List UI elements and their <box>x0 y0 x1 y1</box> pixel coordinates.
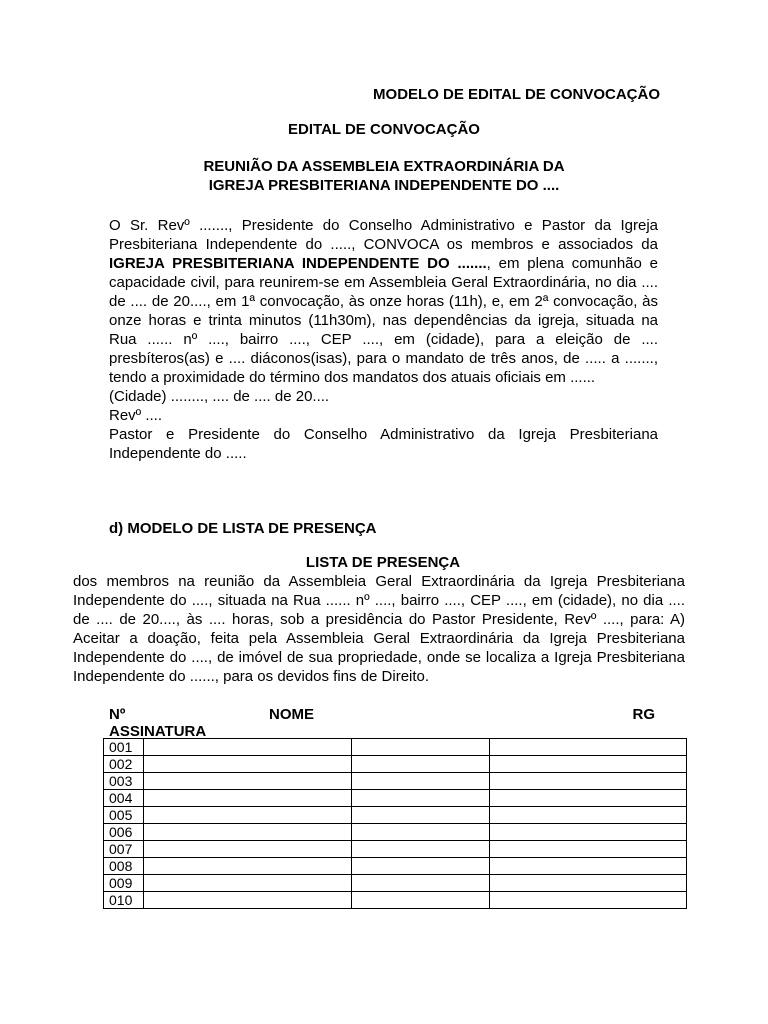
signature-line: Pastor e Presidente do Conselho Administrativo da Igreja Presbiteriana Independente do ..... <box>109 426 658 462</box>
rg-cell[interactable] <box>352 892 490 909</box>
reuniao-title-line-2: IGREJA PRESBITERIANA INDEPENDENTE DO .... <box>208 177 560 194</box>
row-number: 007 <box>104 841 144 858</box>
signature-cell[interactable] <box>490 790 687 807</box>
signature-cell[interactable] <box>490 739 687 756</box>
section-d-title: d) MODELO DE LISTA DE PRESENÇA <box>109 520 377 537</box>
name-cell[interactable] <box>144 858 352 875</box>
signature-cell[interactable] <box>490 807 687 824</box>
convocacao-text-1: O Sr. Revº ......., Presidente do Conselho Administrativo e Pastor da Igreja Presbiteriana Independente do ....., CONVOCA os membros e associados da <box>109 217 658 253</box>
signature-cell[interactable] <box>490 892 687 909</box>
rg-cell[interactable] <box>352 824 490 841</box>
row-number: 002 <box>104 756 144 773</box>
signature-cell[interactable] <box>490 875 687 892</box>
rg-cell[interactable] <box>352 739 490 756</box>
signature-cell[interactable] <box>490 756 687 773</box>
table-row <box>104 807 687 824</box>
table-row <box>104 875 687 892</box>
lista-body: dos membros na reunião da Assembleia Geral Extraordinária da Igreja Presbiteriana Independente do ...., situada na Rua ...... nº ...., bairro ...., CEP ...., em (cidade), no dia .... de .... de 20...., às .... horas, sob a presidência do Pastor Presidente, Revº ...., para: A) Aceitar a doação, feita pela Assembleia Geral Extraordinária da Igreja Presbiteriana Independente do ...., de imóvel de sua propriedade, onde se localiza a Igreja Presbiteriana Independente do ......, para os devidos fins de Direito. <box>73 573 685 685</box>
row-number: 009 <box>104 875 144 892</box>
convocacao-body <box>109 216 658 463</box>
row-number: 010 <box>104 892 144 909</box>
rg-cell[interactable] <box>352 841 490 858</box>
row-number: 001 <box>104 739 144 756</box>
model-title: MODELO DE EDITAL DE CONVOCAÇÃO <box>373 86 660 103</box>
lista-title: LISTA DE PRESENÇA <box>305 554 461 571</box>
table-row <box>104 841 687 858</box>
name-cell[interactable] <box>144 892 352 909</box>
reuniao-title <box>108 157 660 195</box>
rg-cell[interactable] <box>352 790 490 807</box>
row-number: 006 <box>104 824 144 841</box>
header-assinatura: ASSINATURA <box>109 723 207 740</box>
convocacao-paragraph <box>109 216 658 387</box>
name-cell[interactable] <box>144 807 352 824</box>
presence-table <box>103 738 687 909</box>
signature-cell[interactable] <box>490 858 687 875</box>
table-row <box>104 892 687 909</box>
convocacao-church-name: IGREJA PRESBITERIANA INDEPENDENTE DO ....... <box>109 255 487 272</box>
rg-cell[interactable] <box>352 858 490 875</box>
row-number: 003 <box>104 773 144 790</box>
signature-cell[interactable] <box>490 841 687 858</box>
signature-cell[interactable] <box>490 824 687 841</box>
header-rg: RG <box>632 706 655 723</box>
name-cell[interactable] <box>144 756 352 773</box>
name-cell[interactable] <box>144 773 352 790</box>
signature-cell[interactable] <box>490 773 687 790</box>
table-row <box>104 824 687 841</box>
date-line: (Cidade) ........, .... de .... de 20.... <box>109 388 330 405</box>
name-cell[interactable] <box>144 824 352 841</box>
name-cell[interactable] <box>144 875 352 892</box>
table-column-headers <box>109 705 655 741</box>
name-cell[interactable] <box>144 739 352 756</box>
name-cell[interactable] <box>144 841 352 858</box>
rg-cell[interactable] <box>352 875 490 892</box>
edital-title: EDITAL DE CONVOCAÇÃO <box>288 121 480 138</box>
table-row <box>104 773 687 790</box>
header-nome: NOME <box>269 706 314 723</box>
row-number: 005 <box>104 807 144 824</box>
rg-cell[interactable] <box>352 773 490 790</box>
convocacao-text-2: , em plena comunhão e capacidade civil, para reunirem-se em Assembleia Geral Extraordinária, no dia .... de .... de 20...., em 1ª convocação, às onze horas (11h), e, em 2ª convocação, às onze horas e trinta minutos (11h30m), nas dependências da igreja, situada na Rua ...... nº ...., bairro ...., CEP ...., em (cidade), para a eleição de .... presbíteros(as) e .... diáconos(isas), para o mandato de três anos, de ..... a ......., tendo a proximidade do término dos mandatos dos atuais oficiais em ...... <box>109 255 658 386</box>
table-row <box>104 739 687 756</box>
table-row <box>104 756 687 773</box>
rev-line: Revº .... <box>109 407 162 424</box>
rg-cell[interactable] <box>352 756 490 773</box>
row-number: 008 <box>104 858 144 875</box>
rg-cell[interactable] <box>352 807 490 824</box>
header-number: Nº <box>109 706 126 723</box>
name-cell[interactable] <box>144 790 352 807</box>
row-number: 004 <box>104 790 144 807</box>
table-row <box>104 858 687 875</box>
reuniao-title-line-1: REUNIÃO DA ASSEMBLEIA EXTRAORDINÁRIA DA <box>203 158 565 175</box>
table-row <box>104 790 687 807</box>
